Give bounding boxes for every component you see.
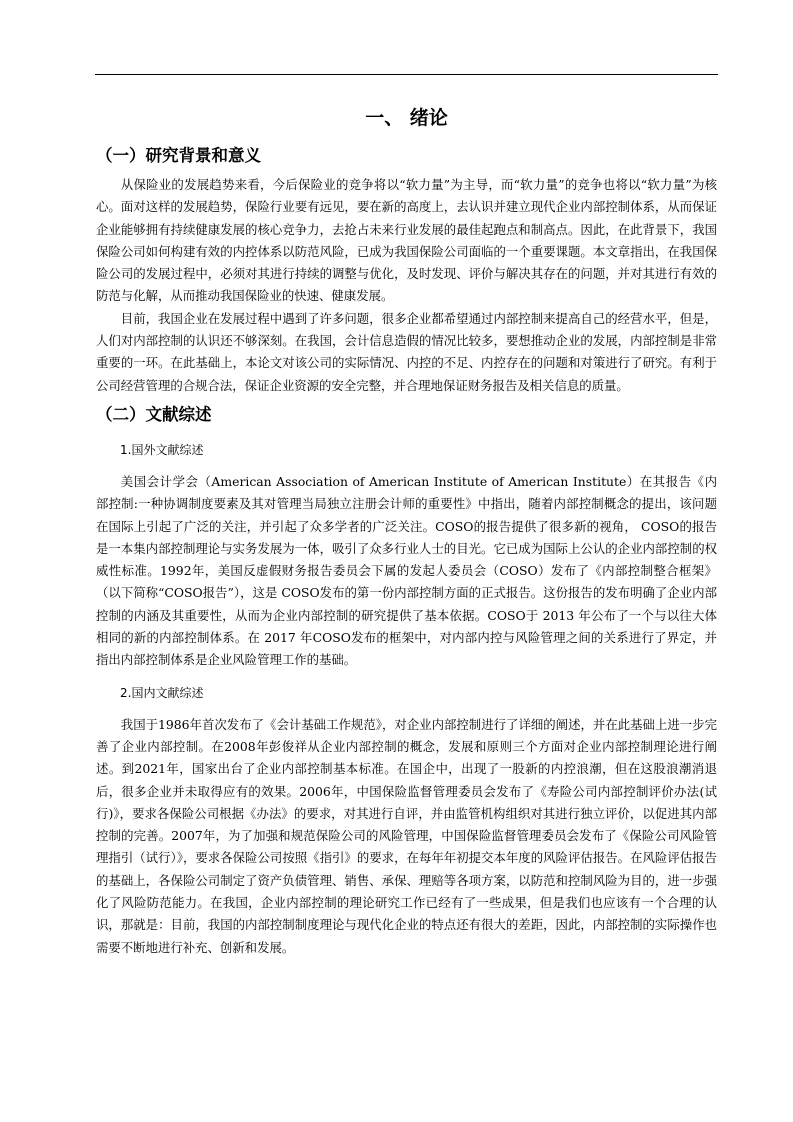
chapter-title: 一、 绪论 bbox=[365, 107, 448, 129]
header-rule bbox=[95, 74, 718, 75]
subsection-heading-foreign: 1.国外文献综述 bbox=[120, 442, 204, 457]
paragraph-background-1: 从保险业的发展趋势来看，今后保险业的竞争将以“软力量”为主导，而“软力量”的竞争也将以“软力量”为核心。面对这样的发展趋势，保险行业要有远见，要在新的高度上，去认识并建立现代企业内部控制体系，从而保证企业能够拥有持续健康发展的核心竞争力，去抢占未来行业发展的最佳起跑点和制高点。因此，在此背景下，我国保险公司如何构建有效的内控体系以防范风险，已成为我国保险公司面临的一个重要课题。本文章指出，在我国保险公司的发展过程中，必须对其进行持续的调整与优化，及时发现、评价与解决其存在的问题，并对其进行有效的防范与化解，从而推动我国保险业的快速、健康发展。 bbox=[96, 177, 717, 304]
section-heading-background: （一）研究背景和意义 bbox=[96, 146, 261, 165]
page-content bbox=[96, 98, 717, 959]
section-heading-literature: （二）文献综述 bbox=[96, 404, 212, 424]
paragraph-background-2: 目前，我国企业在发展过程中遇到了许多问题，很多企业都希望通过内部控制来提高自己的经营水平，但是，人们对内部控制的认识还不够深刻。在我国，会计信息造假的情况比较多，要想推动企业的发展，内部控制是非常重要的一环。在此基础上，本论文对该公司的实际情况、内控的不足、内控存在的问题和对策进行了研究。有利于公司经营管理的合规合法，保证企业资源的安全完整，并合理地保证财务报告及相关信息的质量。 bbox=[96, 310, 717, 393]
paragraph-domestic-literature: 我国于1986年首次发布了《会计基础工作规范》，对企业内部控制进行了详细的阐述，并在此基础上进一步完善了企业内部控制。在2008年彭俊祥从企业内部控制的概念，发展和原则三个方面对企业内部控制理论进行阐述。到2021年，国家出台了企业内部控制基本标准。在国企中，出现了一股新的内控浪潮，但在这股浪潮消退后，很多企业并未取得应有的效果。2006年，中国保险监督管理委员会发布了《寿险公司内部控制评价办法(试行)》，要求各保险公司根据《办法》的要求，对其进行自评，并由监管机构组织对其进行独立评价，以促进其内部控制的完善。2007年，为了加强和规范保险公司的风险管理，中国保险监督管理委员会发布了《保险公司风险管理指引（试行）》，要求各保险公司按照《指引》的要求，在每年年初提交本年度的风险评估报告。在风险评估报告的基础上，各保险公司制定了资产负债管理、销售、承保、理赔等各项方案，以防范和控制风险为目的，进一步强化了风险防范能力。在我国，企业内部控制的理论研究工作已经有了一些成果，但是我们也应该有一个合理的认识，那就是：目前，我国的内部控制制度理论与现代化企业的特点还有很大的差距，因此，内部控制的实际操作也需要不断地进行补充、创新和发展。 bbox=[96, 716, 717, 955]
subsection-heading-domestic: 2.国内文献综述 bbox=[120, 685, 204, 700]
paragraph-foreign-literature: 美国会计学会（American Association of American Institute of American Institute）在其报告《内部控制:一种协调制度要素及其对管理当局独立注册会计师的重要性》中指出，随着内部控制概念的提出，该问题在国际上引起了广泛的关注，并引起了众多学者的广泛关注。COSO的报告提供了很多新的视角， COSO的报告是一本集内部控制理论与实务发展为一体，吸引了众多行业人士的目光。它已成为国际上公认的企业内部控制的权威性标准。1992年，美国反虚假财务报告委员会下属的发起人委员会（COSO）发布了《内部控制整合框架》（以下简称“COSO报告”），这是 COSO发布的第一份内部控制方面的正式报告。这份报告的发布明确了企业内部控制的内涵及其重要性，从而为企业内部控制的研究提供了基本依据。COSO于 2013 年公布了一个与以往大体相同的新的内部控制体系。在 2017 年COSO发布的框架中，对内部内控与风险管理之间的关系进行了界定，并指出内部控制体系是企业风险管理工作的基础。 bbox=[96, 473, 717, 668]
